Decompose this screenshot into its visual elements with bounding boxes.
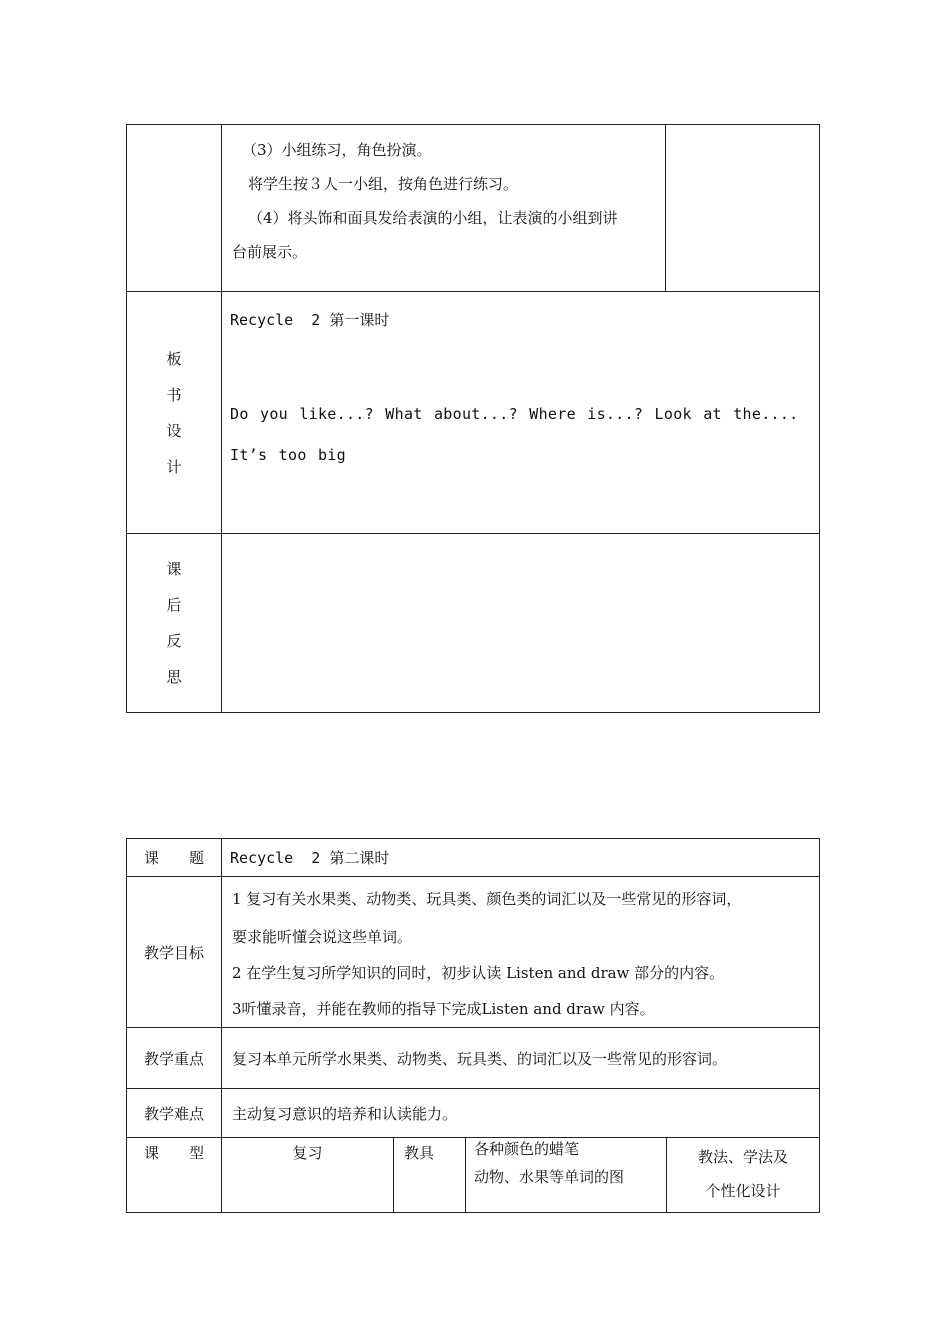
board-design-content <box>222 292 820 534</box>
goal-line: 要求能听懂会说这些单词。 <box>232 928 413 946</box>
key-points-label: 教学重点 <box>127 1028 222 1089</box>
lesson-type-value: 复习 <box>222 1138 394 1213</box>
reflection-label: 课 后 反 思 <box>127 534 222 713</box>
lesson-type-label: 课 型 <box>127 1138 222 1213</box>
difficult-points-label: 教学难点 <box>127 1089 222 1138</box>
activity-line: （4）将头饰和面具发给表演的小组，让表演的小组到讲 <box>248 209 618 227</box>
goal-line: 3听懂录音，并能在教师的指导下完成Listen and draw 内容。 <box>232 1000 655 1018</box>
reflection-content <box>222 534 820 713</box>
goal-line: 1 复习有关水果类、动物类、玩具类、颜色类的词汇以及一些常见的形容词， <box>232 890 742 908</box>
goal-line: 2 在学生复习所学知识的同时，初步认读 Listen and draw 部分的内容。 <box>232 964 725 982</box>
notes-cell <box>666 125 820 292</box>
lesson-table-1 <box>126 124 820 713</box>
board-text: Do you like...? What about...? Where is...? Look at the.... It’s too big <box>230 405 799 464</box>
tool-line: 各种颜色的蜡笔 <box>474 1140 580 1158</box>
activity-line: 台前展示。 <box>232 243 308 261</box>
lesson-table-2 <box>126 838 820 1213</box>
activity-line: 将学生按３人一小组，按角色进行练习。 <box>248 175 519 193</box>
tool-line: 动物、水果等单词的图 <box>474 1168 625 1186</box>
teaching-tools-value <box>466 1138 667 1213</box>
activity-cell <box>222 125 666 292</box>
board-title: Recycle 2 第一课时 <box>230 311 390 329</box>
activity-line: （3）小组练习，角色扮演。 <box>242 141 432 159</box>
goals-label: 教学目标 <box>127 877 222 1028</box>
goals-content <box>222 877 820 1028</box>
key-points-value: 复习本单元所学水果类、动物类、玩具类、的词汇以及一些常见的形容词。 <box>222 1028 820 1089</box>
difficult-points-value: 主动复习意识的培养和认读能力。 <box>222 1089 820 1138</box>
board-design-label: 板 书 设 计 <box>127 292 222 534</box>
methods-label: 教法、学法及 个性化设计 <box>667 1138 820 1213</box>
topic-value: Recycle 2 第二课时 <box>222 839 820 877</box>
teaching-tools-label: 教具 <box>394 1138 466 1213</box>
topic-label: 课 题 <box>127 839 222 877</box>
empty-label-cell <box>127 125 222 292</box>
